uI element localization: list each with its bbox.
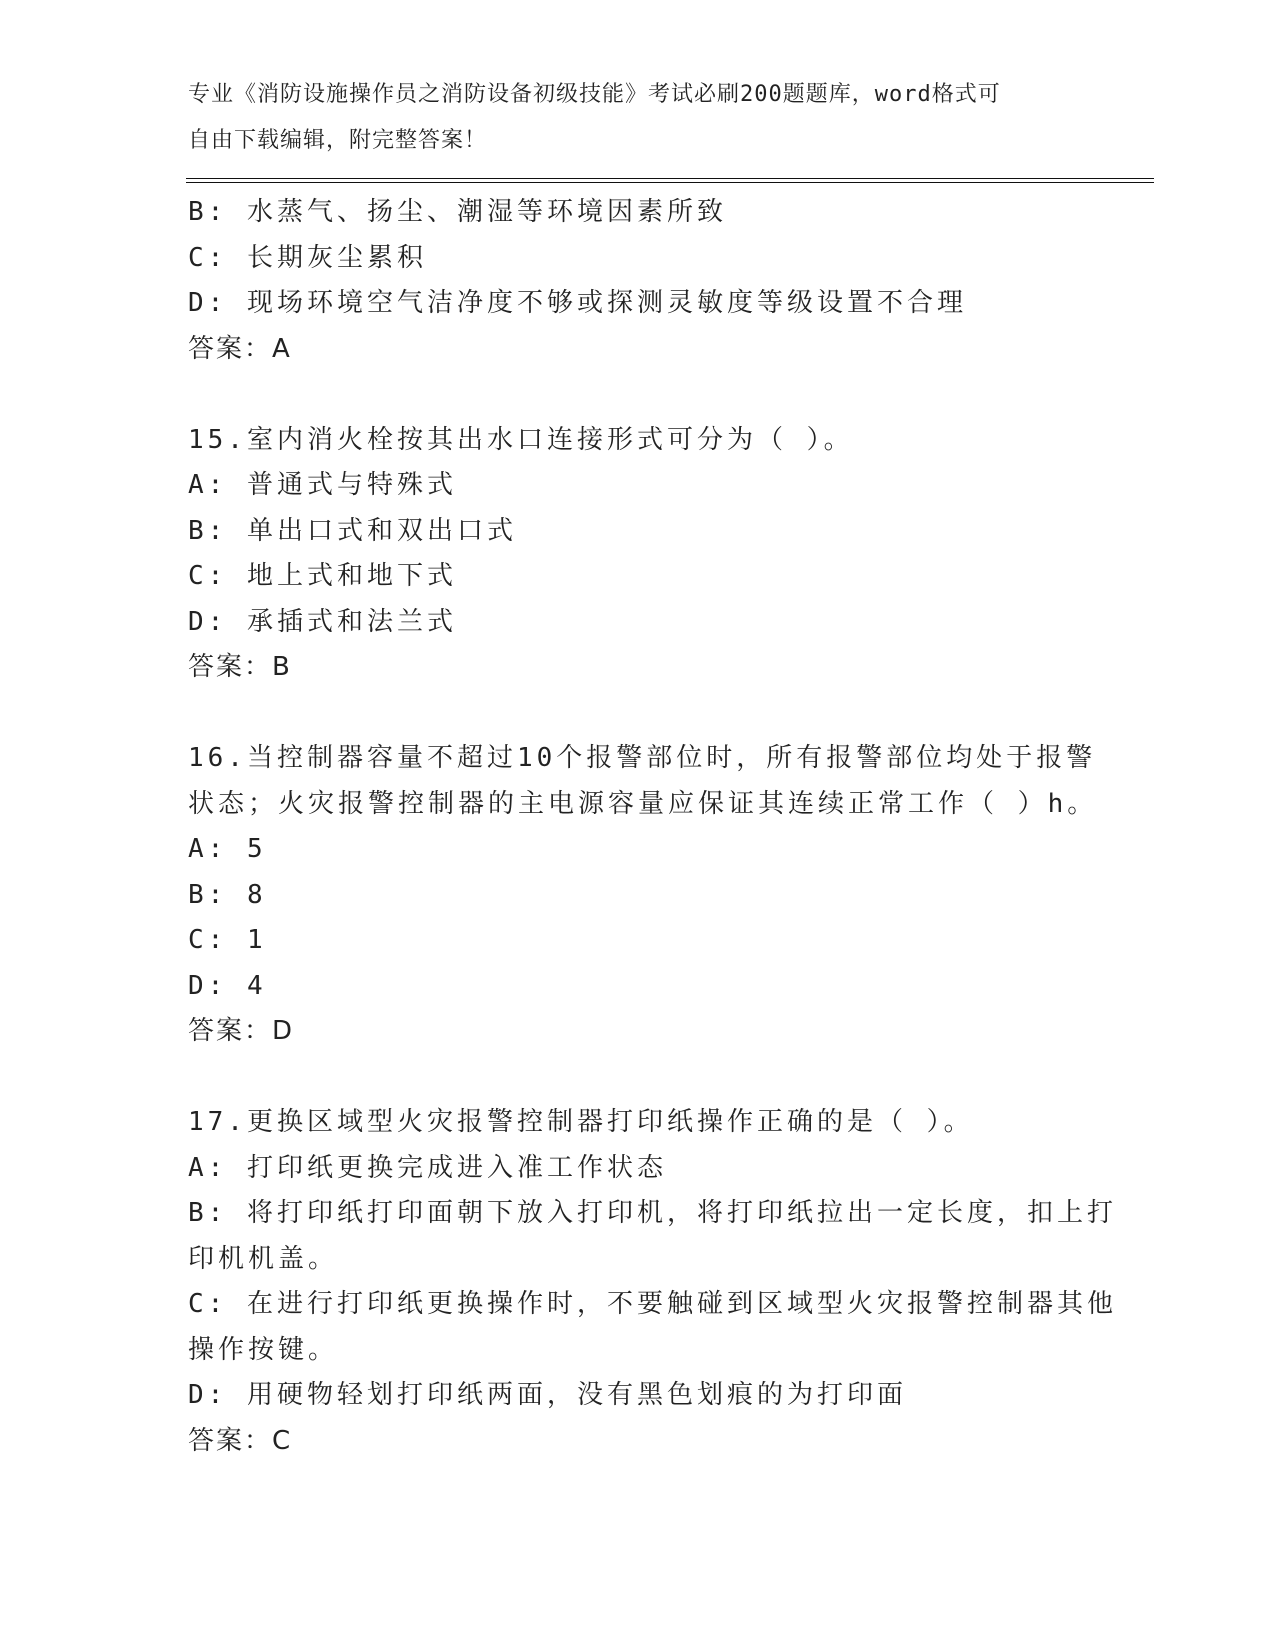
question-stem: 15.室内消火栓按其出水口连接形式可分为（ ）。	[188, 424, 854, 455]
option-d: D: 承插式和法兰式	[188, 606, 457, 637]
option-c: C: 地上式和地下式	[188, 561, 457, 591]
option-a: A: 5	[188, 834, 267, 864]
option-d: D: 现场环境空气洁净度不够或探测灵敏度等级设置不合理	[188, 288, 967, 318]
question-stem-line-1: 16.当控制器容量不超过10个报警部位时，所有报警部位均处于报警	[188, 743, 1097, 773]
header-line-2: 自由下载编辑，附完整答案！	[188, 127, 488, 153]
question-15	[188, 418, 1088, 691]
option-d: D: 用硬物轻划打印纸两面，没有黑色划痕的为打印面	[188, 1380, 907, 1410]
option-d: D: 4	[188, 970, 267, 1001]
question-stem-line-2: 状态；火灾报警控制器的主电源容量应保证其连续正常工作（ ）h。	[188, 788, 1098, 819]
option-c-line-1: C: 在进行打印纸更换操作时，不要触碰到区域型火灾报警控制器其他	[188, 1289, 1117, 1319]
header-divider-bottom	[186, 182, 1154, 183]
option-b: B: 8	[188, 879, 267, 910]
header-line-1: 专业《消防设施操作员之消防设备初级技能》考试必刷200题题库，word格式可	[188, 82, 1001, 107]
option-b: B: 单出口式和双出口式	[188, 515, 517, 546]
option-b-line-1: B: 将打印纸打印面朝下放入打印机，将打印纸拉出一定长度，扣上打	[188, 1198, 1117, 1228]
option-a: A: 打印纸更换完成进入准工作状态	[188, 1152, 667, 1183]
header-divider-top	[186, 178, 1154, 179]
question-16	[188, 736, 1098, 1055]
answer: 答案：D	[188, 1016, 295, 1046]
question-14-tail	[188, 190, 1088, 372]
answer: 答案：C	[188, 1425, 293, 1456]
answer: 答案：B	[188, 652, 292, 682]
option-c: C: 1	[188, 925, 267, 955]
option-b-line-2: 印机机盖。	[188, 1243, 339, 1274]
option-c: C: 长期灰尘累积	[188, 242, 427, 273]
option-b: B: 水蒸气、扬尘、潮湿等环境因素所致	[188, 197, 727, 227]
document-header	[188, 72, 1088, 163]
question-stem: 17.更换区域型火灾报警控制器打印纸操作正确的是（ ）。	[188, 1107, 974, 1137]
question-17	[188, 1100, 1117, 1464]
option-a: A: 普通式与特殊式	[188, 470, 457, 500]
option-c-line-2: 操作按键。	[188, 1334, 339, 1365]
document-body	[188, 190, 1117, 1464]
answer: 答案：A	[188, 333, 292, 364]
